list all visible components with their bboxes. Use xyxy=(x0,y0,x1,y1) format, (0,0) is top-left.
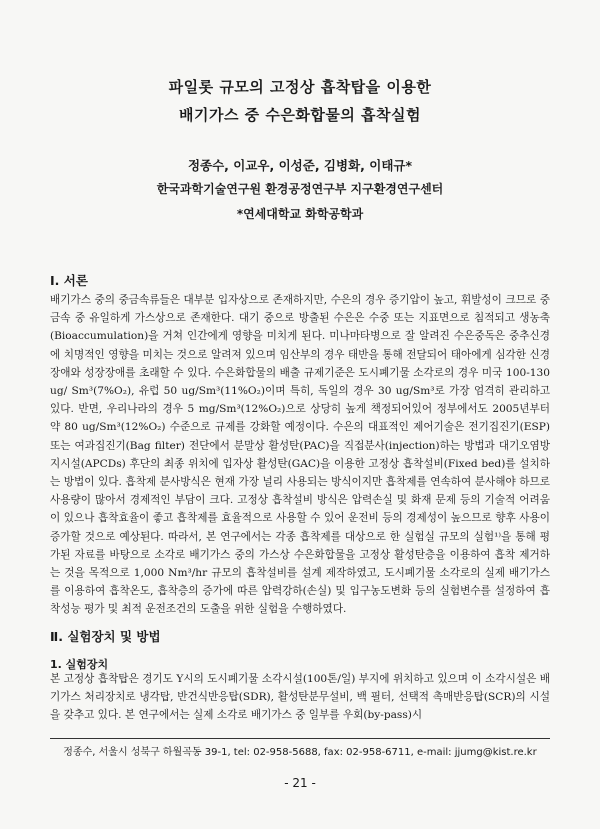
footnote-divider xyxy=(50,738,550,739)
author-list: 정종수, 이교우, 이성준, 김병화, 이태규* xyxy=(187,158,413,173)
subsection-heading-apparatus: 1. 실험장치 xyxy=(50,658,109,671)
affiliation-primary: 한국과학기술연구원 환경공정연구부 지구환경연구센터 xyxy=(156,182,444,196)
section-heading-introduction: Ⅰ. 서론 xyxy=(50,273,88,288)
paper-title-line2: 배기가스 중 수은화합물의 흡착실험 xyxy=(178,106,422,124)
corresponding-author-footnote: 정종수, 서울시 성북구 하월곡동 39-1, tel: 02-958-5688, fax: 02-958-6711, e-mail: jjumg@kist.re.kr xyxy=(63,747,537,758)
section-heading-methods: Ⅱ. 실험장치 및 방법 xyxy=(50,629,161,644)
introduction-paragraph: 배기가스 중의 중금속류들은 대부분 입자상으로 존재하지만, 수은의 경우 증기압이 높고, 휘발성이 크므로 중금속 중 유일하게 가스상으로 존재한다. 대기 중으로 방출된 수은은 수중 또는 지표면으로 침적되고 생농축(Bioaccumulation)을 거쳐 인간에게 영향을 미치게 된다. 미나마타병으로 잘 알려진 수은중독은 중추신경에 치명적인 영향을 미치는 것으로 알려져 있으며 임산부의 경우 태반을 통해 전달되어 태아에게 심각한 신경장애와 성장장애를 초래할 수 있다. 수은화합물의 배출 규제기준은 도시폐기물 소각로의 경우 미국 100-130 ug/ Sm³(7%O₂), 유럽 50 ug/Sm³(11%O₂)이며 특히, 독일의 경우 30 ug/Sm³로 가장 엄격히 관리하고 있다. 반면, 우리나라의 경우 5 mg/Sm³(12%O₂)으로 상당히 높게 책정되어있어 정부에서도 2005년부터 약 80 ug/Sm³(12%O₂) 수준으로 규제를 강화할 예정이다. 수은의 대표적인 제어기술은 전기집진기(ESP) 또는 여과집진기(Bag filter) 전단에서 분말상 활성탄(PAC)을 직접분사(injection)하는 방법과 대기오염방지시설(APCDs) 후단의 최종 위치에 입자상 활성탄(GAC)을 이용한 고정상 흡착설비(Fixed bed)를 설치하는 방법이 있다. 흡착제 분사방식은 현재 가장 널리 사용되는 방식이지만 흡착제를 연속하여 분사해야 하므로 사용량이 많아서 경제적인 부담이 크다. 고정상 흡착설비 방식은 압력손실 및 화재 문제 등의 기술적 어려움이 있으나 흡착효율이 좋고 흡착제를 효율적으로 사용할 수 있어 운전비 등의 경제성이 높으므로 향후 사용이 증가할 것으로 예상된다. 따라서, 본 연구에서는 각종 흡착제를 대상으로 한 실험실 규모의 실험¹⁾을 통해 평가된 자료를 바탕으로 소각로 배기가스 중의 가스상 수은화합물을 고정상 활성탄층을 이용하여 흡착 제거하는 것을 목적으로 1,000 Nm³/hr 규모의 흡착설비를 설계 제작하였고, 도시폐기물 소각로의 실제 배기가스를 이용하여 흡착온도, 흡착층의 증가에 따른 압력강하(손실) 및 입구농도변화 등의 실험변수를 설정하여 흡착성능 평가 및 최적 운전조건의 도출을 위한 실험을 수행하였다. xyxy=(50,294,550,616)
apparatus-paragraph: 본 고정상 흡착탑은 경기도 Y시의 도시폐기물 소각시설(100톤/일) 부지에 위치하고 있으며 이 소각시설은 배기가스 처리장치로 냉각탑, 반건식반응탑(SDR), 활성탄분무설비, 백 필터, 선택적 촉매반응탑(SCR)의 시설을 갖추고 있다. 본 연구에서는 실제 소각로 배기가스 중 일부를 우회(by-pass)시 xyxy=(50,673,550,722)
page-number: - 21 - xyxy=(284,776,316,790)
paper-title-line1: 파일롯 규모의 고정상 흡착탑을 이용한 xyxy=(168,78,432,96)
affiliation-secondary: *연세대학교 화학공학과 xyxy=(236,207,364,221)
